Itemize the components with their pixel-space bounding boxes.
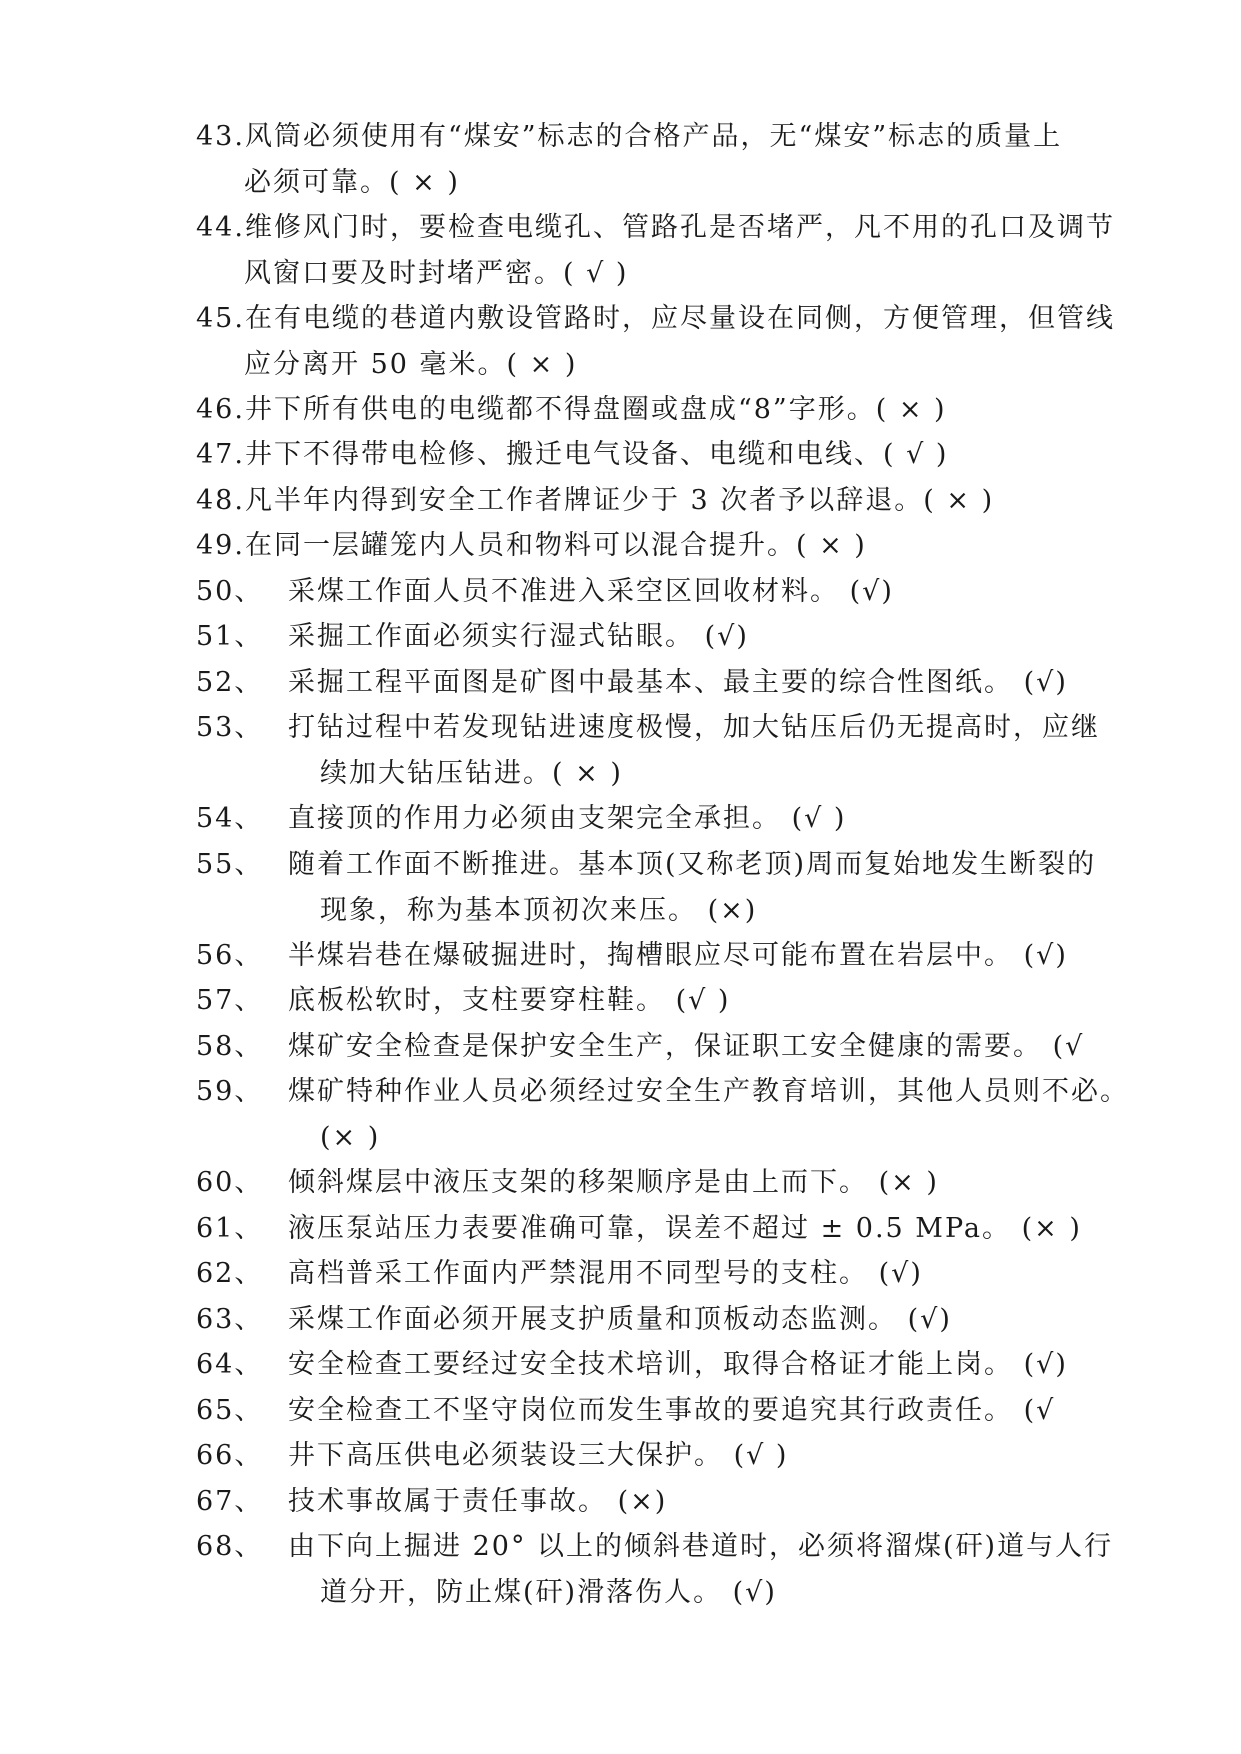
item-number: 61、 — [196, 1213, 264, 1244]
item-text: 安全检查工要经过安全技术培训，取得合格证才能上岗。 (√) — [288, 1349, 1068, 1380]
item-continuation: 应分离开 50 毫米。( × ) — [244, 348, 578, 380]
item-number: 46. — [196, 394, 245, 425]
item-text: 半煤岩巷在爆破掘进时，掏槽眼应尽可能布置在岩层中。 (√) — [288, 940, 1068, 971]
list-item — [196, 478, 1096, 524]
item-number: 48. — [196, 485, 245, 516]
item-continuation: 续加大钻压钻进。( × ) — [320, 757, 623, 789]
list-item — [196, 1024, 1096, 1070]
item-text: 凡半年内得到安全工作者牌证少于 3 次者予以辞退。( × ) — [244, 485, 995, 516]
item-text: 在有电缆的巷道内敷设管路时，应尽量设在同侧，方便管理，但管线 — [244, 303, 1115, 334]
list-item — [196, 705, 1100, 796]
item-number: 66、 — [196, 1440, 264, 1471]
list-item — [196, 1524, 1114, 1615]
list-item — [196, 205, 1115, 296]
item-number: 67、 — [196, 1486, 264, 1517]
list-item — [196, 523, 1096, 569]
list-item — [196, 569, 1096, 615]
item-text: 在同一层罐笼内人员和物料可以混合提升。( × ) — [244, 530, 867, 561]
item-text: 由下向上掘进 20° 以上的倾斜巷道时，必须将溜煤(矸)道与人行 — [288, 1531, 1114, 1562]
item-text: 底板松软时，支柱要穿柱鞋。 (√ ) — [288, 985, 731, 1016]
item-number: 59、 — [196, 1076, 264, 1107]
item-text: 风筒必须使用有“煤安”标志的合格产品，无“煤安”标志的质量上 — [244, 121, 1063, 152]
list-item — [196, 114, 1096, 205]
item-text: 煤矿特种作业人员必须经过安全生产教育培训，其他人员则不必。 — [288, 1076, 1129, 1107]
item-number: 54、 — [196, 803, 264, 834]
item-number: 68、 — [196, 1531, 264, 1562]
item-number: 58、 — [196, 1031, 264, 1062]
item-continuation: 现象，称为基本顶初次来压。 (×) — [320, 894, 758, 926]
item-text: 采掘工程平面图是矿图中最基本、最主要的综合性图纸。 (√) — [288, 667, 1068, 698]
list-item — [196, 1069, 1129, 1160]
item-text: 安全检查工不坚守岗位而发生事故的要追究其行政责任。 (√ — [288, 1395, 1056, 1426]
item-text: 倾斜煤层中液压支架的移架顺序是由上而下。 (× ) — [288, 1167, 939, 1198]
item-text: 打钻过程中若发现钻进速度极慢，加大钻压后仍无提高时，应继 — [288, 712, 1100, 743]
list-item — [196, 296, 1115, 387]
item-text: 技术事故属于责任事故。 (×) — [288, 1486, 668, 1517]
list-item — [196, 1479, 1096, 1525]
list-item — [196, 1342, 1096, 1388]
list-item — [196, 614, 1096, 660]
list-item — [196, 387, 1096, 433]
item-number: 47. — [196, 439, 245, 470]
item-number: 56、 — [196, 940, 264, 971]
item-number: 44. — [196, 212, 245, 243]
item-text: 直接顶的作用力必须由支架完全承担。 (√ ) — [288, 803, 847, 834]
list-item — [196, 1433, 1096, 1479]
item-continuation: 风窗口要及时封堵严密。( √ ) — [244, 257, 629, 289]
item-number: 51、 — [196, 621, 264, 652]
list-item — [196, 1251, 1096, 1297]
item-number: 43. — [196, 121, 245, 152]
list-item — [196, 1160, 1096, 1206]
list-item — [196, 660, 1096, 706]
item-number: 45. — [196, 303, 245, 334]
item-text: 井下不得带电检修、搬迁电气设备、电缆和电线、( √ ) — [244, 439, 949, 470]
item-number: 64、 — [196, 1349, 264, 1380]
item-number: 62、 — [196, 1258, 264, 1289]
list-item — [196, 1297, 1096, 1343]
item-number: 65、 — [196, 1395, 264, 1426]
item-number: 63、 — [196, 1304, 264, 1335]
item-number: 49. — [196, 530, 245, 561]
item-text: 采煤工作面必须开展支护质量和顶板动态监测。 (√) — [288, 1304, 952, 1335]
item-text: 维修风门时，要检查电缆孔、管路孔是否堵严，凡不用的孔口及调节 — [244, 212, 1115, 243]
item-number: 52、 — [196, 667, 264, 698]
item-number: 60、 — [196, 1167, 264, 1198]
list-item — [196, 842, 1096, 933]
list-item — [196, 978, 1096, 1024]
item-continuation: 道分开，防止煤(矸)滑落伤人。 (√) — [320, 1576, 777, 1608]
list-item — [196, 1206, 1096, 1252]
item-text: 采掘工作面必须实行湿式钻眼。 (√) — [288, 621, 749, 652]
item-text: 高档普采工作面内严禁混用不同型号的支柱。 (√) — [288, 1258, 923, 1289]
item-number: 53、 — [196, 712, 264, 743]
item-number: 57、 — [196, 985, 264, 1016]
item-text: 井下高压供电必须装设三大保护。 (√ ) — [288, 1440, 789, 1471]
list-item — [196, 796, 1096, 842]
item-number: 50、 — [196, 576, 264, 607]
list-item — [196, 933, 1096, 979]
item-continuation: 必须可靠。( × ) — [244, 166, 460, 198]
list-item — [196, 432, 1096, 478]
item-text: 煤矿安全检查是保护安全生产，保证职工安全健康的需要。 (√ — [288, 1031, 1085, 1062]
item-text: 液压泵站压力表要准确可靠，误差不超过 ± 0.5 MPa。 (× ) — [288, 1213, 1082, 1244]
list-item — [196, 1388, 1096, 1434]
item-text: 井下所有供电的电缆都不得盘圈或盘成“8”字形。( × ) — [244, 394, 947, 425]
item-continuation: (× ) — [320, 1121, 381, 1153]
item-text: 随着工作面不断推进。基本顶(又称老顶)周而复始地发生断裂的 — [288, 849, 1097, 880]
item-text: 采煤工作面人员不准进入采空区回收材料。 (√) — [288, 576, 894, 607]
item-number: 55、 — [196, 849, 264, 880]
